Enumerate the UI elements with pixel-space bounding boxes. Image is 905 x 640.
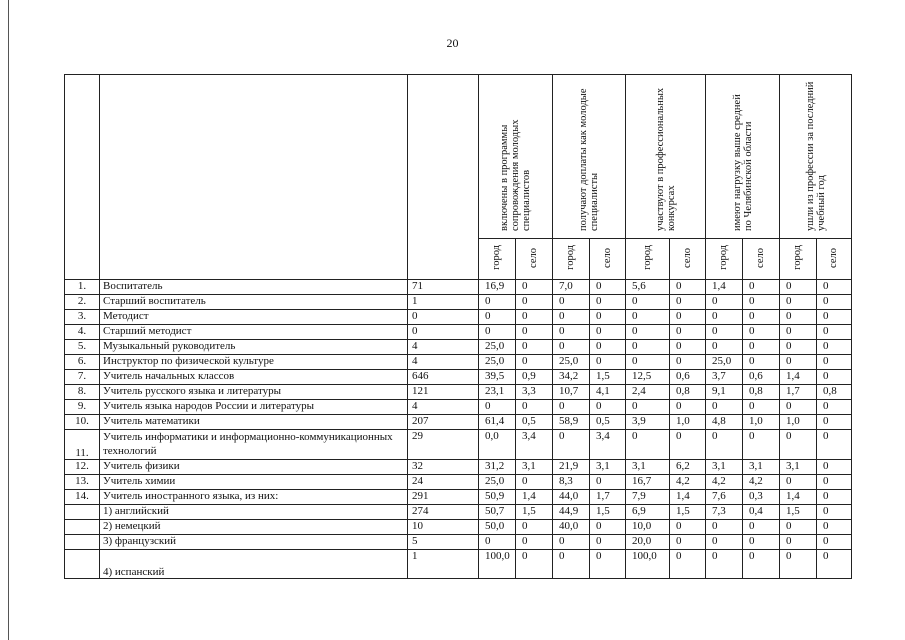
value-cell: 0 xyxy=(706,400,743,415)
value-cell: 0 xyxy=(590,355,626,370)
header-mentoring: включены в программы сопровождения молодых специалистов xyxy=(479,75,553,239)
value-cell: 2,4 xyxy=(626,385,670,400)
value-cell: 0 xyxy=(590,520,626,535)
total-count: 646 xyxy=(408,370,479,385)
value-cell: 0 xyxy=(743,550,780,579)
value-cell: 0 xyxy=(817,310,852,325)
value-cell: 6,9 xyxy=(626,505,670,520)
value-cell: 0 xyxy=(590,310,626,325)
value-cell: 0 xyxy=(516,340,553,355)
position-name: Воспитатель xyxy=(100,280,408,295)
value-cell: 0 xyxy=(516,550,553,579)
value-cell: 3,4 xyxy=(516,430,553,460)
value-cell: 0 xyxy=(743,280,780,295)
value-cell: 0,4 xyxy=(743,505,780,520)
value-cell: 25,0 xyxy=(553,355,590,370)
value-cell: 7,9 xyxy=(626,490,670,505)
row-index: 4. xyxy=(65,325,100,340)
value-cell: 0 xyxy=(553,295,590,310)
value-cell: 31,2 xyxy=(479,460,516,475)
position-name: Учитель языка народов России и литературы xyxy=(100,400,408,415)
value-cell: 0 xyxy=(626,400,670,415)
value-cell: 0 xyxy=(516,310,553,325)
value-cell: 0 xyxy=(590,340,626,355)
value-cell: 0 xyxy=(479,400,516,415)
total-count: 29 xyxy=(408,430,479,460)
position-name: Музыкальный руководитель xyxy=(100,340,408,355)
total-count: 4 xyxy=(408,355,479,370)
value-cell: 0 xyxy=(817,325,852,340)
value-cell: 0 xyxy=(670,280,706,295)
value-cell: 58,9 xyxy=(553,415,590,430)
value-cell: 0,6 xyxy=(743,370,780,385)
value-cell: 8,3 xyxy=(553,475,590,490)
value-cell: 0 xyxy=(590,295,626,310)
header-contests: участвуют в профессиональных конкурсах xyxy=(626,75,706,239)
value-cell: 0 xyxy=(817,295,852,310)
value-cell: 0,0 xyxy=(479,430,516,460)
total-count: 1 xyxy=(408,295,479,310)
value-cell: 0 xyxy=(817,550,852,579)
header-workload: имеют нагрузку выше средней по Челябинской области xyxy=(706,75,780,239)
value-cell: 1,5 xyxy=(590,370,626,385)
position-name: Старший методист xyxy=(100,325,408,340)
value-cell: 0 xyxy=(780,535,817,550)
value-cell: 0 xyxy=(817,520,852,535)
value-cell: 0 xyxy=(743,340,780,355)
table-row xyxy=(65,280,852,295)
staff-statistics-table xyxy=(64,74,852,579)
value-cell: 0 xyxy=(706,520,743,535)
subheader-cell: село xyxy=(590,239,626,280)
position-name: Учитель русского языка и литературы xyxy=(100,385,408,400)
value-cell: 1,4 xyxy=(780,490,817,505)
value-cell: 7,6 xyxy=(706,490,743,505)
total-count: 291 xyxy=(408,490,479,505)
value-cell: 34,2 xyxy=(553,370,590,385)
value-cell: 0 xyxy=(670,310,706,325)
value-cell: 25,0 xyxy=(706,355,743,370)
value-cell: 4,8 xyxy=(706,415,743,430)
position-name: Инструктор по физической культуре xyxy=(100,355,408,370)
table-row xyxy=(65,325,852,340)
value-cell: 0 xyxy=(553,310,590,325)
total-count: 274 xyxy=(408,505,479,520)
value-cell: 3,1 xyxy=(516,460,553,475)
value-cell: 0 xyxy=(706,430,743,460)
row-index xyxy=(65,505,100,520)
value-cell: 20,0 xyxy=(626,535,670,550)
page-margin-line xyxy=(8,0,9,640)
total-count: 4 xyxy=(408,400,479,415)
value-cell: 0 xyxy=(553,550,590,579)
value-cell: 25,0 xyxy=(479,340,516,355)
table-row xyxy=(65,385,852,400)
value-cell: 0 xyxy=(626,430,670,460)
subheader-cell: село xyxy=(670,239,706,280)
position-name: Учитель иностранного языка, из них: xyxy=(100,490,408,505)
value-cell: 39,5 xyxy=(479,370,516,385)
value-cell: 1,0 xyxy=(780,415,817,430)
value-cell: 1,4 xyxy=(706,280,743,295)
value-cell: 0 xyxy=(670,400,706,415)
value-cell: 0 xyxy=(743,430,780,460)
row-index: 5. xyxy=(65,340,100,355)
value-cell: 9,1 xyxy=(706,385,743,400)
row-index: 1. xyxy=(65,280,100,295)
value-cell: 0 xyxy=(590,475,626,490)
value-cell: 0 xyxy=(516,535,553,550)
value-cell: 0 xyxy=(479,310,516,325)
value-cell: 100,0 xyxy=(626,550,670,579)
value-cell: 0 xyxy=(817,370,852,385)
value-cell: 0 xyxy=(553,400,590,415)
subheader-cell: город xyxy=(479,239,516,280)
header-allowance: получают доплаты как молодые специалисты xyxy=(553,75,626,239)
value-cell: 1,7 xyxy=(590,490,626,505)
value-cell: 0 xyxy=(780,430,817,460)
value-cell: 0 xyxy=(780,340,817,355)
value-cell: 0 xyxy=(817,490,852,505)
value-cell: 0 xyxy=(743,295,780,310)
value-cell: 0 xyxy=(780,400,817,415)
value-cell: 0 xyxy=(780,475,817,490)
value-cell: 0 xyxy=(743,520,780,535)
position-name: 2) немецкий xyxy=(100,520,408,535)
value-cell: 0 xyxy=(516,400,553,415)
table-body xyxy=(65,280,852,579)
value-cell: 0 xyxy=(780,355,817,370)
index-header xyxy=(65,75,100,280)
row-index xyxy=(65,520,100,535)
table-row xyxy=(65,490,852,505)
value-cell: 0,6 xyxy=(670,370,706,385)
total-header xyxy=(408,75,479,280)
value-cell: 0 xyxy=(780,280,817,295)
table-row xyxy=(65,520,852,535)
total-count: 0 xyxy=(408,325,479,340)
subheader-cell: город xyxy=(780,239,817,280)
value-cell: 0 xyxy=(706,550,743,579)
subheader-cell: город xyxy=(706,239,743,280)
value-cell: 50,7 xyxy=(479,505,516,520)
value-cell: 0,5 xyxy=(590,415,626,430)
table-row xyxy=(65,430,852,460)
value-cell: 0 xyxy=(590,550,626,579)
value-cell: 0 xyxy=(817,460,852,475)
table-row xyxy=(65,535,852,550)
value-cell: 44,0 xyxy=(553,490,590,505)
value-cell: 0 xyxy=(479,535,516,550)
value-cell: 3,4 xyxy=(590,430,626,460)
value-cell: 1,4 xyxy=(516,490,553,505)
value-cell: 0 xyxy=(670,430,706,460)
value-cell: 0,5 xyxy=(516,415,553,430)
value-cell: 25,0 xyxy=(479,355,516,370)
value-cell: 0 xyxy=(780,520,817,535)
value-cell: 0 xyxy=(670,535,706,550)
table-row xyxy=(65,310,852,325)
total-count: 121 xyxy=(408,385,479,400)
value-cell: 0 xyxy=(590,400,626,415)
value-cell: 1,4 xyxy=(780,370,817,385)
value-cell: 0 xyxy=(590,280,626,295)
position-name: 1) английский xyxy=(100,505,408,520)
row-index: 7. xyxy=(65,370,100,385)
value-cell: 50,0 xyxy=(479,520,516,535)
value-cell: 0 xyxy=(743,535,780,550)
value-cell: 0 xyxy=(817,280,852,295)
value-cell: 1,4 xyxy=(670,490,706,505)
value-cell: 0 xyxy=(670,520,706,535)
value-cell: 0 xyxy=(780,550,817,579)
table-row xyxy=(65,460,852,475)
value-cell: 21,9 xyxy=(553,460,590,475)
table-row xyxy=(65,550,852,579)
value-cell: 0 xyxy=(516,355,553,370)
value-cell: 4,2 xyxy=(743,475,780,490)
row-index: 9. xyxy=(65,400,100,415)
value-cell: 3,1 xyxy=(743,460,780,475)
table-row xyxy=(65,505,852,520)
value-cell: 0 xyxy=(780,295,817,310)
total-count: 207 xyxy=(408,415,479,430)
value-cell: 0,8 xyxy=(743,385,780,400)
value-cell: 0 xyxy=(743,355,780,370)
value-cell: 4,2 xyxy=(670,475,706,490)
value-cell: 1,7 xyxy=(780,385,817,400)
subheader-cell: село xyxy=(516,239,553,280)
page-number: 20 xyxy=(446,36,459,50)
value-cell: 0 xyxy=(626,295,670,310)
value-cell: 0 xyxy=(553,325,590,340)
total-count: 10 xyxy=(408,520,479,535)
value-cell: 0 xyxy=(743,310,780,325)
value-cell: 10,7 xyxy=(553,385,590,400)
row-index: 14. xyxy=(65,490,100,505)
total-count: 4 xyxy=(408,340,479,355)
row-index: 6. xyxy=(65,355,100,370)
subheader-cell: город xyxy=(626,239,670,280)
value-cell: 0 xyxy=(516,520,553,535)
position-name: Учитель математики xyxy=(100,415,408,430)
value-cell: 0 xyxy=(553,430,590,460)
table-row xyxy=(65,355,852,370)
value-cell: 0 xyxy=(817,505,852,520)
table-row xyxy=(65,475,852,490)
value-cell: 3,1 xyxy=(706,460,743,475)
value-cell: 0 xyxy=(817,475,852,490)
value-cell: 0 xyxy=(817,340,852,355)
value-cell: 0 xyxy=(670,295,706,310)
value-cell: 0 xyxy=(516,325,553,340)
subheader-cell: село xyxy=(743,239,780,280)
value-cell: 0 xyxy=(817,430,852,460)
value-cell: 0,8 xyxy=(817,385,852,400)
value-cell: 0,9 xyxy=(516,370,553,385)
value-cell: 3,9 xyxy=(626,415,670,430)
value-cell: 100,0 xyxy=(479,550,516,579)
value-cell: 0 xyxy=(626,340,670,355)
total-count: 32 xyxy=(408,460,479,475)
value-cell: 50,9 xyxy=(479,490,516,505)
value-cell: 3,7 xyxy=(706,370,743,385)
value-cell: 0 xyxy=(670,355,706,370)
value-cell: 7,3 xyxy=(706,505,743,520)
table-row xyxy=(65,370,852,385)
value-cell: 1,0 xyxy=(670,415,706,430)
value-cell: 1,5 xyxy=(670,505,706,520)
value-cell: 0 xyxy=(590,535,626,550)
value-cell: 0 xyxy=(780,310,817,325)
value-cell: 3,1 xyxy=(590,460,626,475)
value-cell: 0 xyxy=(590,325,626,340)
subheader-cell: город xyxy=(553,239,590,280)
position-name: Методист xyxy=(100,310,408,325)
value-cell: 0 xyxy=(553,535,590,550)
row-index: 11. xyxy=(65,430,100,460)
value-cell: 0 xyxy=(706,295,743,310)
position-header xyxy=(100,75,408,280)
value-cell: 4,2 xyxy=(706,475,743,490)
value-cell: 25,0 xyxy=(479,475,516,490)
value-cell: 7,0 xyxy=(553,280,590,295)
value-cell: 0 xyxy=(553,340,590,355)
position-name: Учитель информатики и информационно-коммуникационных технологий xyxy=(100,430,408,460)
table-row xyxy=(65,400,852,415)
value-cell: 3,1 xyxy=(780,460,817,475)
value-cell: 1,5 xyxy=(780,505,817,520)
value-cell: 3,3 xyxy=(516,385,553,400)
value-cell: 0 xyxy=(780,325,817,340)
total-count: 0 xyxy=(408,310,479,325)
value-cell: 0 xyxy=(817,535,852,550)
value-cell: 4,1 xyxy=(590,385,626,400)
position-name: Учитель физики xyxy=(100,460,408,475)
header-left-profession: ушли из профессии за последний учебный год xyxy=(780,75,852,239)
value-cell: 0 xyxy=(670,550,706,579)
value-cell: 0 xyxy=(743,400,780,415)
table-row xyxy=(65,415,852,430)
value-cell: 3,1 xyxy=(626,460,670,475)
row-index xyxy=(65,550,100,579)
value-cell: 0,8 xyxy=(670,385,706,400)
value-cell: 5,6 xyxy=(626,280,670,295)
value-cell: 0 xyxy=(670,340,706,355)
value-cell: 0 xyxy=(706,340,743,355)
value-cell: 0 xyxy=(626,355,670,370)
total-count: 71 xyxy=(408,280,479,295)
row-index: 3. xyxy=(65,310,100,325)
position-name: 3) французский xyxy=(100,535,408,550)
total-count: 24 xyxy=(408,475,479,490)
value-cell: 0,3 xyxy=(743,490,780,505)
position-name: Учитель химии xyxy=(100,475,408,490)
total-count: 5 xyxy=(408,535,479,550)
header-row xyxy=(65,75,852,239)
value-cell: 0 xyxy=(743,325,780,340)
row-index: 10. xyxy=(65,415,100,430)
row-index: 12. xyxy=(65,460,100,475)
value-cell: 0 xyxy=(817,400,852,415)
value-cell: 0 xyxy=(516,280,553,295)
value-cell: 0 xyxy=(817,355,852,370)
row-index: 2. xyxy=(65,295,100,310)
value-cell: 0 xyxy=(516,475,553,490)
value-cell: 6,2 xyxy=(670,460,706,475)
value-cell: 0 xyxy=(626,310,670,325)
value-cell: 0 xyxy=(516,295,553,310)
value-cell: 0 xyxy=(817,415,852,430)
row-index: 8. xyxy=(65,385,100,400)
total-count: 1 xyxy=(408,550,479,579)
value-cell: 0 xyxy=(626,325,670,340)
value-cell: 61,4 xyxy=(479,415,516,430)
value-cell: 40,0 xyxy=(553,520,590,535)
value-cell: 0 xyxy=(479,325,516,340)
value-cell: 23,1 xyxy=(479,385,516,400)
value-cell: 1,0 xyxy=(743,415,780,430)
row-index xyxy=(65,535,100,550)
position-name: 4) испанский xyxy=(100,550,408,579)
value-cell: 0 xyxy=(706,310,743,325)
value-cell: 16,9 xyxy=(479,280,516,295)
position-name: Старший воспитатель xyxy=(100,295,408,310)
position-name: Учитель начальных классов xyxy=(100,370,408,385)
value-cell: 0 xyxy=(706,535,743,550)
value-cell: 12,5 xyxy=(626,370,670,385)
value-cell: 10,0 xyxy=(626,520,670,535)
value-cell: 1,5 xyxy=(590,505,626,520)
table-row xyxy=(65,295,852,310)
table-row xyxy=(65,340,852,355)
value-cell: 44,9 xyxy=(553,505,590,520)
value-cell: 0 xyxy=(479,295,516,310)
subheader-cell: село xyxy=(817,239,852,280)
value-cell: 1,5 xyxy=(516,505,553,520)
value-cell: 16,7 xyxy=(626,475,670,490)
value-cell: 0 xyxy=(706,325,743,340)
value-cell: 0 xyxy=(670,325,706,340)
row-index: 13. xyxy=(65,475,100,490)
